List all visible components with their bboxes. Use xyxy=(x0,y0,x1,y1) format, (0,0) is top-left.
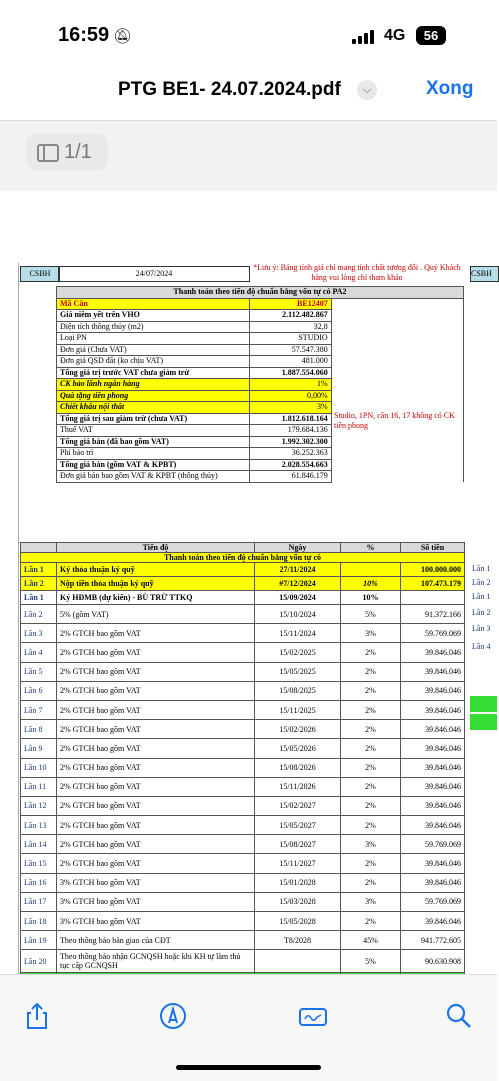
price-value: 2.112.482.867 xyxy=(250,310,331,322)
price-label: Loại PN xyxy=(57,333,250,345)
price-value: 1% xyxy=(250,379,331,391)
schedule-row xyxy=(21,591,465,605)
schedule-percent: 10% xyxy=(341,577,401,591)
schedule-desc: 2% GTCH bao gồm VAT xyxy=(57,700,255,719)
csbh-label-right: CSBH xyxy=(470,266,499,282)
price-note-cell xyxy=(331,333,463,345)
schedule-date: 15/02/2027 xyxy=(255,796,341,815)
schedule-desc: 2% GTCH bao gồm VAT xyxy=(57,816,255,835)
schedule-amount: 39.846.046 xyxy=(401,912,465,931)
price-row xyxy=(57,379,464,391)
price-label: Đơn giá QSD đất (ko chịu VAT) xyxy=(57,356,250,368)
schedule-row xyxy=(21,681,465,700)
schedule-date: 15/03/2028 xyxy=(255,892,341,911)
schedule-row xyxy=(21,563,465,577)
schedule-date: 15/09/2024 xyxy=(255,591,341,605)
schedule-lan: Lần 8 xyxy=(21,720,57,739)
price-value: 57.547.380 xyxy=(250,344,331,356)
schedule-row xyxy=(21,873,465,892)
schedule-row xyxy=(21,835,465,854)
schedule-desc: 2% GTCH bao gồm VAT xyxy=(57,835,255,854)
price-value: 3% xyxy=(250,402,331,414)
schedule-row xyxy=(21,643,465,662)
price-label: Tổng giá bán (đã bao gồm VAT) xyxy=(57,436,250,448)
schedule-lan: Lần 13 xyxy=(21,816,57,835)
price-value: 36.252.363 xyxy=(250,448,331,460)
green-bar xyxy=(470,714,497,730)
price-note-cell xyxy=(331,390,463,402)
schedule-percent: 2% xyxy=(341,796,401,815)
price-table xyxy=(56,286,464,483)
schedule-percent: 2% xyxy=(341,662,401,681)
status-bar xyxy=(0,0,497,70)
col-amount: Số tiền xyxy=(401,543,465,553)
navigation-bar xyxy=(0,70,497,121)
schedule-row xyxy=(21,950,465,973)
schedule-date: 15/05/2026 xyxy=(255,739,341,758)
network-type: 4G xyxy=(384,27,406,44)
schedule-percent: 10% xyxy=(341,591,401,605)
schedule-lan: Lần 15 xyxy=(21,854,57,873)
schedule-percent: 2% xyxy=(341,777,401,796)
price-label: Mã Căn xyxy=(57,298,250,310)
schedule-amount: 100.000.000 xyxy=(401,563,465,577)
schedule-row xyxy=(21,700,465,719)
side-note: Studio, 1PN, căn 16, 17 không có CK tiền phong xyxy=(334,411,455,430)
schedule-percent: 2% xyxy=(341,873,401,892)
page-indicator-button[interactable] xyxy=(26,134,108,170)
price-value: 1.992.302.300 xyxy=(250,436,331,448)
schedule-amount: 39.846.046 xyxy=(401,873,465,892)
schedule-percent: 2% xyxy=(341,681,401,700)
schedule-lan: Lần 16 xyxy=(21,873,57,892)
price-value: 481.000 xyxy=(250,356,331,368)
schedule-percent: 2% xyxy=(341,854,401,873)
schedule-title-row xyxy=(21,553,465,563)
price-label: Thuế VAT xyxy=(57,425,250,437)
schedule-amount: 39.846.046 xyxy=(401,739,465,758)
schedule-lan: Lần 19 xyxy=(21,931,57,950)
home-indicator xyxy=(176,1065,321,1070)
price-note-cell xyxy=(331,298,463,310)
schedule-row xyxy=(21,739,465,758)
schedule-amount: 39.846.046 xyxy=(401,816,465,835)
pdf-page xyxy=(0,191,497,974)
right-edge-label: Lần 4 xyxy=(472,642,491,651)
schedule-lan: Lần 20 xyxy=(21,950,57,973)
price-label: CK bảo lãnh ngân hàng xyxy=(57,379,250,391)
schedule-amount: 39.846.046 xyxy=(401,643,465,662)
price-label: Diện tích thông thủy (m2) xyxy=(57,321,250,333)
schedule-percent: 2% xyxy=(341,739,401,758)
schedule-date: 15/02/2026 xyxy=(255,720,341,739)
schedule-lan: Lần 7 xyxy=(21,700,57,719)
right-edge-label: Lần 3 xyxy=(472,624,491,633)
schedule-lan: Lần 2 xyxy=(21,577,57,591)
csbh-label: CSBH xyxy=(20,266,60,282)
right-edge-label: Lần 2 xyxy=(472,578,491,587)
schedule-desc: 2% GTCH bao gồm VAT xyxy=(57,739,255,758)
schedule-row xyxy=(21,720,465,739)
schedule-amount: 39.846.046 xyxy=(401,700,465,719)
schedule-lan: Lần 5 xyxy=(21,662,57,681)
schedule-amount: 59.769.069 xyxy=(401,624,465,643)
schedule-amount: 39.846.046 xyxy=(401,854,465,873)
schedule-amount xyxy=(401,591,465,605)
schedule-amount: 91.372.166 xyxy=(401,605,465,624)
schedule-percent: 2% xyxy=(341,643,401,662)
price-label: Tổng giá trị sau giảm trừ (chưa VAT) xyxy=(57,413,250,425)
sidebar-icon xyxy=(37,144,59,162)
schedule-amount: 39.846.046 xyxy=(401,681,465,700)
price-value: 32,8 xyxy=(250,321,331,333)
schedule-date: 27/11/2024 xyxy=(255,563,341,577)
price-note-cell xyxy=(331,459,463,471)
schedule-row xyxy=(21,892,465,911)
done-button[interactable]: Xong xyxy=(426,78,474,99)
schedule-desc: Ký thỏa thuận ký quỹ xyxy=(57,563,255,577)
schedule-desc: 3% GTCH bao gồm VAT xyxy=(57,892,255,911)
price-label: Đơn giá bán bao gồm VAT & KPBT (thông thủy) xyxy=(57,471,250,483)
pdf-viewer[interactable] xyxy=(0,121,497,974)
schedule-amount: 90.630.908 xyxy=(401,950,465,973)
schedule-lan: Lần 12 xyxy=(21,796,57,815)
schedule-date: 15/08/2026 xyxy=(255,758,341,777)
search-icon[interactable] xyxy=(444,1001,474,1031)
right-edge-label: Lần 2 xyxy=(472,608,491,617)
document-title[interactable]: PTG BE1- 24.07.2024.pdf xyxy=(118,79,341,100)
schedule-amount: 39.846.046 xyxy=(401,662,465,681)
schedule-percent: 5% xyxy=(341,605,401,624)
schedule-row xyxy=(21,577,465,591)
schedule-percent xyxy=(341,563,401,577)
price-note-cell xyxy=(331,344,463,356)
schedule-date: 15/11/2026 xyxy=(255,777,341,796)
schedule-percent: 2% xyxy=(341,720,401,739)
price-label: Phí bảo trì xyxy=(57,448,250,460)
schedule-date: 15/11/2025 xyxy=(255,700,341,719)
schedule-desc: 3% GTCH bao gồm VAT xyxy=(57,912,255,931)
schedule-amount: 59.769.069 xyxy=(401,892,465,911)
price-note-cell xyxy=(331,448,463,460)
schedule-date: 15/08/2025 xyxy=(255,681,341,700)
price-value: 1.812.618.164 xyxy=(250,413,331,425)
schedule-desc: 5% (gồm VAT) xyxy=(57,605,255,624)
schedule-lan: Lần 2 xyxy=(21,605,57,624)
price-row xyxy=(57,471,464,483)
schedule-title: Thanh toán theo tiến độ chuẩn bằng vốn tự có xyxy=(21,553,465,563)
schedule-desc: 2% GTCH bao gồm VAT xyxy=(57,662,255,681)
price-note-cell xyxy=(331,379,463,391)
schedule-desc: Theo thông báo nhận GCNQSH hoặc khi KH tự làm thủ tục cấp GCNQSH xyxy=(57,950,255,973)
schedule-row xyxy=(21,758,465,777)
price-row xyxy=(57,333,464,345)
schedule-row xyxy=(21,662,465,681)
price-value: 179.684.136 xyxy=(250,425,331,437)
price-row xyxy=(57,310,464,322)
schedule-row xyxy=(21,931,465,950)
schedule-desc: 2% GTCH bao gồm VAT xyxy=(57,720,255,739)
schedule-desc: Theo thông báo bàn giao của CĐT xyxy=(57,931,255,950)
schedule-row xyxy=(21,912,465,931)
price-row xyxy=(57,448,464,460)
schedule-date: 15/11/2024 xyxy=(255,624,341,643)
payment-schedule-table xyxy=(20,542,465,986)
schedule-row xyxy=(21,777,465,796)
schedule-desc: 2% GTCH bao gồm VAT xyxy=(57,854,255,873)
signature-icon[interactable] xyxy=(298,1001,328,1031)
schedule-lan: Lần 17 xyxy=(21,892,57,911)
price-label: Tổng giá bán (gồm VAT & KPBT) xyxy=(57,459,250,471)
price-note-cell xyxy=(331,310,463,322)
price-note-cell xyxy=(331,321,463,333)
cellular-signal-icon xyxy=(352,30,376,44)
price-note-cell xyxy=(331,436,463,448)
schedule-amount: 941.772.605 xyxy=(401,931,465,950)
schedule-lan: Lần 1 xyxy=(21,563,57,577)
schedule-date: #7/12/2024 xyxy=(255,577,341,591)
schedule-date xyxy=(255,950,341,973)
schedule-desc: 2% GTCH bao gồm VAT xyxy=(57,624,255,643)
price-note-cell xyxy=(331,367,463,379)
right-edge-label: Lần 1 xyxy=(472,592,491,601)
col-percent: % xyxy=(341,543,401,553)
schedule-lan: Lần 3 xyxy=(21,624,57,643)
price-label: Giá niêm yết trên VHO xyxy=(57,310,250,322)
schedule-desc: 2% GTCH bao gồm VAT xyxy=(57,758,255,777)
schedule-lan: Lần 4 xyxy=(21,643,57,662)
schedule-desc: 2% GTCH bao gồm VAT xyxy=(57,643,255,662)
schedule-row xyxy=(21,605,465,624)
schedule-percent: 2% xyxy=(341,758,401,777)
price-row xyxy=(57,321,464,333)
schedule-percent: 3% xyxy=(341,892,401,911)
schedule-desc: 3% GTCH bao gồm VAT xyxy=(57,873,255,892)
schedule-amount: 107.473.179 xyxy=(401,577,465,591)
share-icon[interactable] xyxy=(22,1001,52,1031)
price-row xyxy=(57,390,464,402)
schedule-lan: Lần 9 xyxy=(21,739,57,758)
col-progress: Tiến độ xyxy=(57,543,255,553)
schedule-header-row xyxy=(21,543,465,553)
schedule-desc: 2% GTCH bao gồm VAT xyxy=(57,777,255,796)
price-note-cell xyxy=(331,471,463,483)
schedule-desc: 2% GTCH bao gồm VAT xyxy=(57,796,255,815)
price-value: 1.887.554.060 xyxy=(250,367,331,379)
schedule-date: 15/08/2027 xyxy=(255,835,341,854)
price-value: 2.028.554.663 xyxy=(250,459,331,471)
schedule-row xyxy=(21,854,465,873)
page-left-edge xyxy=(0,263,19,1003)
price-value: STUDIO xyxy=(250,333,331,345)
price-row xyxy=(57,344,464,356)
schedule-date: 15/05/2028 xyxy=(255,912,341,931)
schedule-date: T8/2028 xyxy=(255,931,341,950)
schedule-lan: Lần 1 xyxy=(21,591,57,605)
price-label: Quà tặng tiền phong xyxy=(57,390,250,402)
price-row xyxy=(57,356,464,368)
right-edge-label: Lần 1 xyxy=(472,564,491,573)
bell-slash-icon: 🔕︎ xyxy=(113,28,133,45)
schedule-percent: 2% xyxy=(341,912,401,931)
clock: 16:59 xyxy=(58,24,110,46)
schedule-desc: Nộp tiền thỏa thuận ký quỹ xyxy=(57,577,255,591)
schedule-amount: 59.769.069 xyxy=(401,835,465,854)
schedule-lan: Lần 14 xyxy=(21,835,57,854)
document-date: 24/07/2024 xyxy=(58,266,250,282)
schedule-lan: Lần 6 xyxy=(21,681,57,700)
schedule-percent: 3% xyxy=(341,835,401,854)
schedule-desc: 2% GTCH bao gồm VAT xyxy=(57,681,255,700)
price-label: Chiết khấu nội thất xyxy=(57,402,250,414)
price-value: 61.846.179 xyxy=(250,471,331,483)
schedule-date: 15/05/2027 xyxy=(255,816,341,835)
schedule-lan: Lần 10 xyxy=(21,758,57,777)
schedule-amount: 39.846.046 xyxy=(401,796,465,815)
schedule-date: 15/11/2027 xyxy=(255,854,341,873)
schedule-amount: 39.846.046 xyxy=(401,720,465,739)
schedule-percent: 5% xyxy=(341,950,401,973)
schedule-percent: 45% xyxy=(341,931,401,950)
markup-icon[interactable] xyxy=(158,1001,188,1031)
price-row xyxy=(57,436,464,448)
schedule-amount: 39.846.046 xyxy=(401,758,465,777)
schedule-amount: 39.846.046 xyxy=(401,777,465,796)
page-indicator: 1/1 xyxy=(64,141,92,163)
schedule-percent: 2% xyxy=(341,700,401,719)
disclaimer-note: *Lưu ý: Bảng tính giá chỉ mang tính chất tương đối . Quý Khách hàng vui lòng chỉ tham khảo xyxy=(253,263,461,282)
price-note-cell xyxy=(331,356,463,368)
price-row xyxy=(57,367,464,379)
green-bar xyxy=(470,696,497,712)
schedule-row xyxy=(21,816,465,835)
price-value: 0,00% xyxy=(250,390,331,402)
price-value: BE12407 xyxy=(250,298,331,310)
schedule-percent: 2% xyxy=(341,816,401,835)
schedule-date: 15/02/2025 xyxy=(255,643,341,662)
price-row xyxy=(57,459,464,471)
battery-icon: 56 xyxy=(416,26,446,45)
schedule-date: 15/10/2024 xyxy=(255,605,341,624)
price-row xyxy=(57,298,464,310)
schedule-desc: Ký HĐMB (dự kiến) - BÙ TRỪ TTKQ xyxy=(57,591,255,605)
schedule-date: 15/01/2028 xyxy=(255,873,341,892)
schedule-row xyxy=(21,796,465,815)
col-date: Ngày xyxy=(255,543,341,553)
price-label: Đơn giá (Chưa VAT) xyxy=(57,344,250,356)
schedule-row xyxy=(21,624,465,643)
schedule-lan: Lần 11 xyxy=(21,777,57,796)
price-table-title: Thanh toán theo tiến độ chuẩn bằng vốn tự có PA2 xyxy=(57,287,464,299)
chevron-down-icon[interactable]: ⌵ xyxy=(357,80,377,100)
schedule-date: 15/05/2025 xyxy=(255,662,341,681)
schedule-lan: Lần 18 xyxy=(21,912,57,931)
schedule-percent: 3% xyxy=(341,624,401,643)
price-label: Tổng giá trị trước VAT chưa giảm trừ xyxy=(57,367,250,379)
